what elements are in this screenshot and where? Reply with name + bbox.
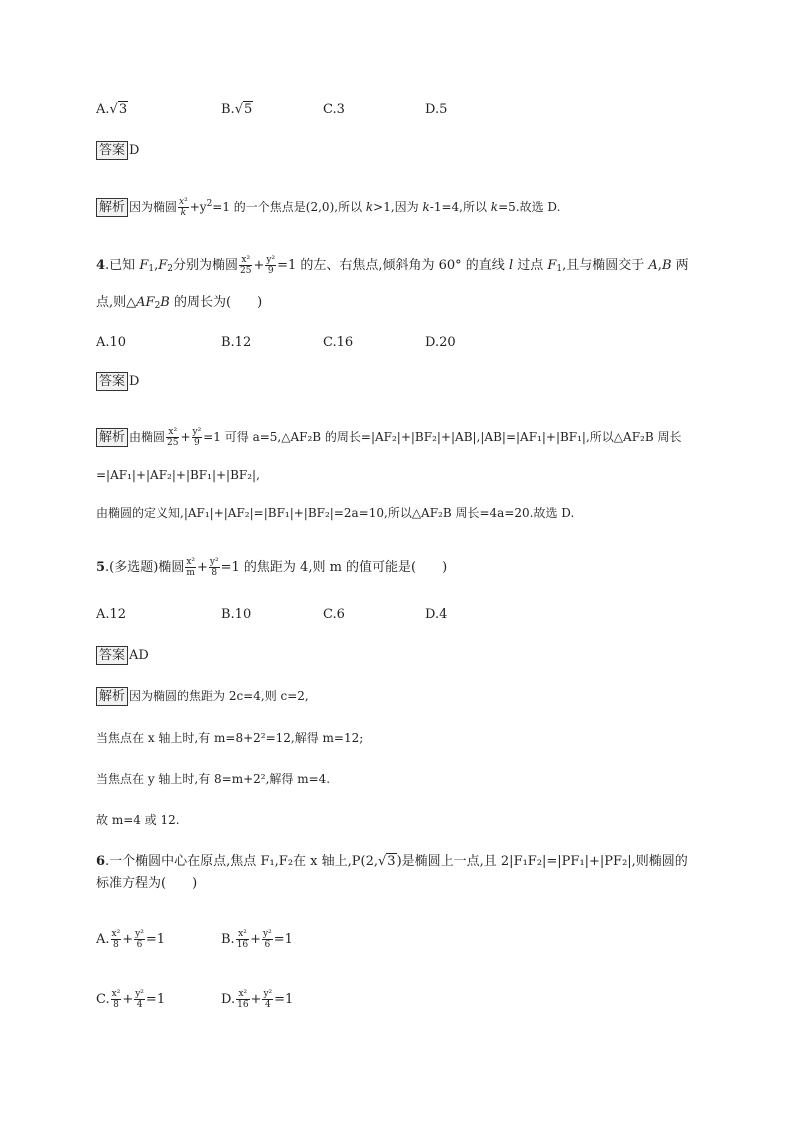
fraction: $\frac{\text{x²}}{m}$	[186, 557, 196, 578]
sqrt-symbol: √3	[378, 854, 396, 869]
fraction: $\frac{\text{x²}}{8}$	[111, 989, 121, 1010]
q5-option-d: D.4	[425, 607, 448, 622]
q5-answer: 答案 AD	[96, 646, 149, 666]
q4-stem-line2: 点,则$\triangle AF_2B$ 的周长为( )	[96, 295, 263, 311]
fraction: $\frac{\text{x²}}{8}$	[111, 929, 121, 950]
q4-stem: 4.已知 $F_1,F_2$分别为椭圆 $\frac{\text{x²}}{25}$ + $\frac{\text{y²}}{9}$ =1 的左、右焦点,倾斜角为 60° 的直线 l 过点 $F_1$,且与椭圆交于 A,B 两	[96, 255, 689, 276]
analysis-tag: 解析	[96, 428, 128, 447]
fraction: $\frac{\text{y²}}{9}$	[192, 427, 202, 448]
q4-analysis-line2: =|AF₁|+|AF₂|+|BF₁|+|BF₂|,	[96, 468, 260, 482]
q4-answer: 答案 D	[96, 372, 139, 392]
q3-option-c: C.3	[323, 102, 345, 117]
sqrt-symbol: √3	[109, 102, 128, 117]
q4-option-d: D.20	[425, 335, 456, 350]
q6-option-d: D. $\frac{\text{x²}}{16}$ + $\frac{\text{y²}}{4}$ =1	[221, 989, 294, 1010]
q4-option-c: C.16	[323, 335, 354, 350]
q4-analysis-line3: 由椭圆的定义知,|AF₁|+|AF₂|=|BF₁|+|BF₂|=2a=10,所以△AF₂B 周长=4a=20.故选 D.	[96, 506, 575, 520]
q3-answer: 答案 D	[96, 141, 139, 161]
fraction: $\frac{\text{y²}}{4}$	[263, 989, 273, 1010]
sqrt-symbol: √5	[234, 102, 253, 117]
q6-option-a: A. $\frac{\text{x²}}{8}$ + $\frac{\text{y²}}{6}$ =1	[96, 929, 165, 950]
q6-stem: 6.一个椭圆中心在原点,焦点 F₁,F₂在 x 轴上,P(2,√3)是椭圆上一点,且 2|F₁F₂|=|PF₁|+|PF₂|,则椭圆的	[96, 852, 688, 872]
q6-option-c: C. $\frac{\text{x²}}{8}$ + $\frac{\text{y²}}{4}$ =1	[96, 989, 166, 1010]
q3-option-b: B.√5	[221, 100, 253, 120]
fraction: $\frac{\text{x²}}{25}$	[167, 427, 179, 448]
q6-stem-line2: 标准方程为( )	[96, 876, 198, 891]
q6-option-b: B. $\frac{\text{x²}}{16}$ + $\frac{\text{y²}}{6}$ =1	[221, 929, 293, 950]
q4-option-a: A.10	[96, 335, 127, 350]
q4-option-b: B.12	[221, 335, 252, 350]
q5-option-b: B.10	[221, 607, 252, 622]
q5-analysis-line2: 当焦点在 x 轴上时,有 m=8+2²=12,解得 m=12;	[96, 731, 364, 745]
answer-tag: 答案	[96, 646, 128, 665]
q3-option-a: A.√3	[96, 100, 128, 120]
fraction: $\frac{\text{y²}}{6}$	[135, 929, 144, 950]
q5-option-c: C.6	[323, 607, 345, 622]
analysis-tag: 解析	[96, 198, 128, 217]
fraction: $\frac{\text{x²}}{16}$	[236, 929, 249, 950]
q5-analysis-line4: 故 m=4 或 12.	[96, 813, 180, 827]
fraction: $\frac{\text{x²}}{k}$	[179, 197, 188, 218]
fraction: $\frac{\text{y²}}{4}$	[135, 989, 144, 1010]
q5-analysis-line1: 解析 因为椭圆的焦距为 2c=4,则 c=2,	[96, 686, 309, 706]
fraction: $\frac{\text{y²}}{6}$	[263, 929, 272, 950]
fraction: $\frac{\text{y²}}{9}$	[266, 255, 276, 276]
q3-analysis: 解析 因为椭圆 $\frac{\text{x²}}{k}$ $+y^2=1$ 的一个焦点是(2,0),所以 k>1,因为 k-1=4,所以 k=5.故选 D.	[96, 194, 560, 218]
q4-analysis-line1: 解析 由椭圆 $\frac{\text{x²}}{25}$ + $\frac{\text{y²}}{9}$ =1 可得 a=5,△AF₂B 的周长=|AF₂|+|BF₂|+|AB|,|AB|=|AF₁|+|BF₁|,所以△AF₂B 周长	[96, 427, 681, 448]
fraction: $\frac{\text{x²}}{25}$	[240, 255, 252, 276]
analysis-tag: 解析	[96, 687, 128, 706]
answer-tag: 答案	[96, 372, 128, 391]
q3-option-d: D.5	[425, 102, 448, 117]
q5-analysis-line3: 当焦点在 y 轴上时,有 8=m+2²,解得 m=4.	[96, 772, 331, 786]
fraction: $\frac{\text{x²}}{16}$	[237, 989, 249, 1010]
answer-tag: 答案	[96, 141, 128, 160]
q5-stem: 5.(多选题)椭圆 $\frac{\text{x²}}{m}$ + $\frac{\text{y²}}{8}$ =1 的焦距为 4,则 m 的值可能是( )	[96, 557, 448, 578]
q5-option-a: A.12	[96, 607, 127, 622]
fraction: $\frac{\text{y²}}{8}$	[209, 557, 219, 578]
